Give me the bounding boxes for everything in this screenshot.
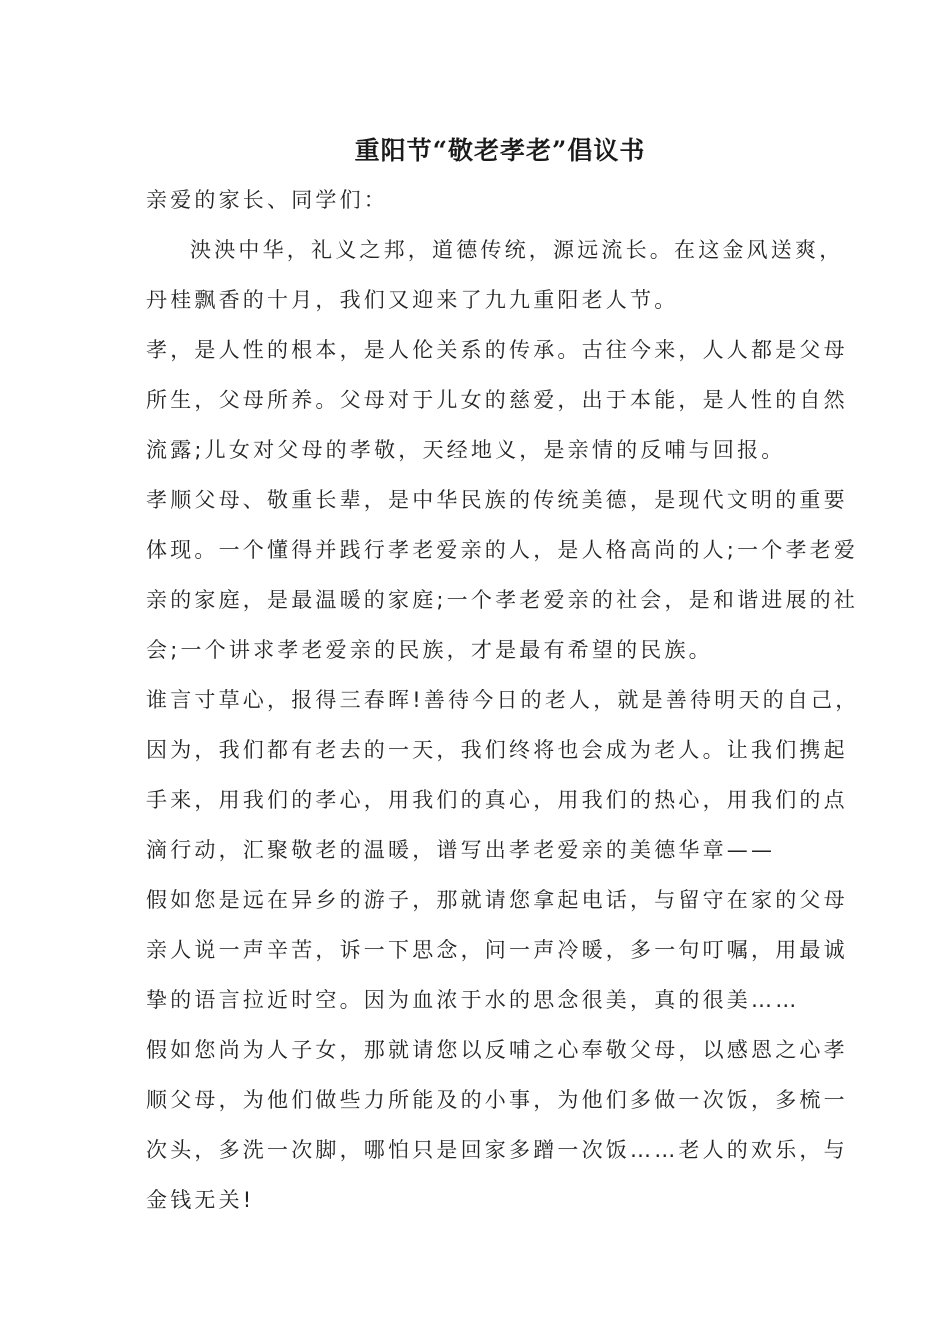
document-title: 重阳节“敬老孝老”倡议书	[354, 136, 646, 165]
paragraph-line: 假如您尚为人子女，那就请您以反哺之心奉敬父母，以感恩之心孝	[146, 1038, 848, 1062]
paragraph-line: 金钱无关!	[146, 1188, 255, 1212]
paragraph-line: 会;一个讲求孝老爱亲的民族，才是最有希望的民族。	[146, 638, 713, 662]
paragraph-line: 次头，多洗一次脚，哪怕只是回家多蹭一次饭……老人的欢乐，与	[146, 1138, 848, 1162]
paragraph-line: 谁言寸草心，报得三春晖!善待今日的老人，就是善待明天的自己，	[146, 688, 860, 712]
paragraph-line: 亲人说一声辛苦，诉一下思念，问一声冷暖，多一句叮嘱，用最诚	[146, 938, 848, 962]
paragraph-line: 孝，是人性的根本，是人伦关系的传承。古往今来，人人都是父母	[146, 338, 848, 362]
paragraph-line: 泱泱中华，礼义之邦，道德传统，源远流长。在这金风送爽，	[190, 238, 844, 262]
paragraph-line: 假如您是远在异乡的游子，那就请您拿起电话，与留守在家的父母	[146, 888, 848, 912]
paragraph-line: 丹桂飘香的十月，我们又迎来了九九重阳老人节。	[146, 288, 679, 312]
paragraph-line: 滴行动，汇聚敬老的温暖，谱写出孝老爱亲的美德华章——	[146, 838, 776, 862]
paragraph-line: 孝顺父母、敬重长辈，是中华民族的传统美德，是现代文明的重要	[146, 488, 848, 512]
paragraph-line: 挚的语言拉近时空。因为血浓于水的思念很美，真的很美……	[146, 988, 800, 1012]
paragraph-line: 手来，用我们的孝心，用我们的真心，用我们的热心，用我们的点	[146, 788, 848, 812]
paragraph-line: 亲的家庭，是最温暖的家庭;一个孝老爱亲的社会，是和谐进展的社	[146, 588, 859, 612]
paragraph-line: 所生，父母所养。父母对于儿女的慈爱，出于本能，是人性的自然	[146, 388, 848, 412]
paragraph-line: 体现。一个懂得并践行孝老爱亲的人，是人格高尚的人;一个孝老爱	[146, 538, 859, 562]
salutation-line: 亲爱的家长、同学们：	[146, 188, 388, 212]
paragraph-line: 因为，我们都有老去的一天，我们终将也会成为老人。让我们携起	[146, 738, 848, 762]
paragraph-line: 顺父母，为他们做些力所能及的小事，为他们多做一次饭，多梳一	[146, 1088, 848, 1112]
paragraph-line: 流露;儿女对父母的孝敬，天经地义，是亲情的反哺与回报。	[146, 438, 786, 462]
